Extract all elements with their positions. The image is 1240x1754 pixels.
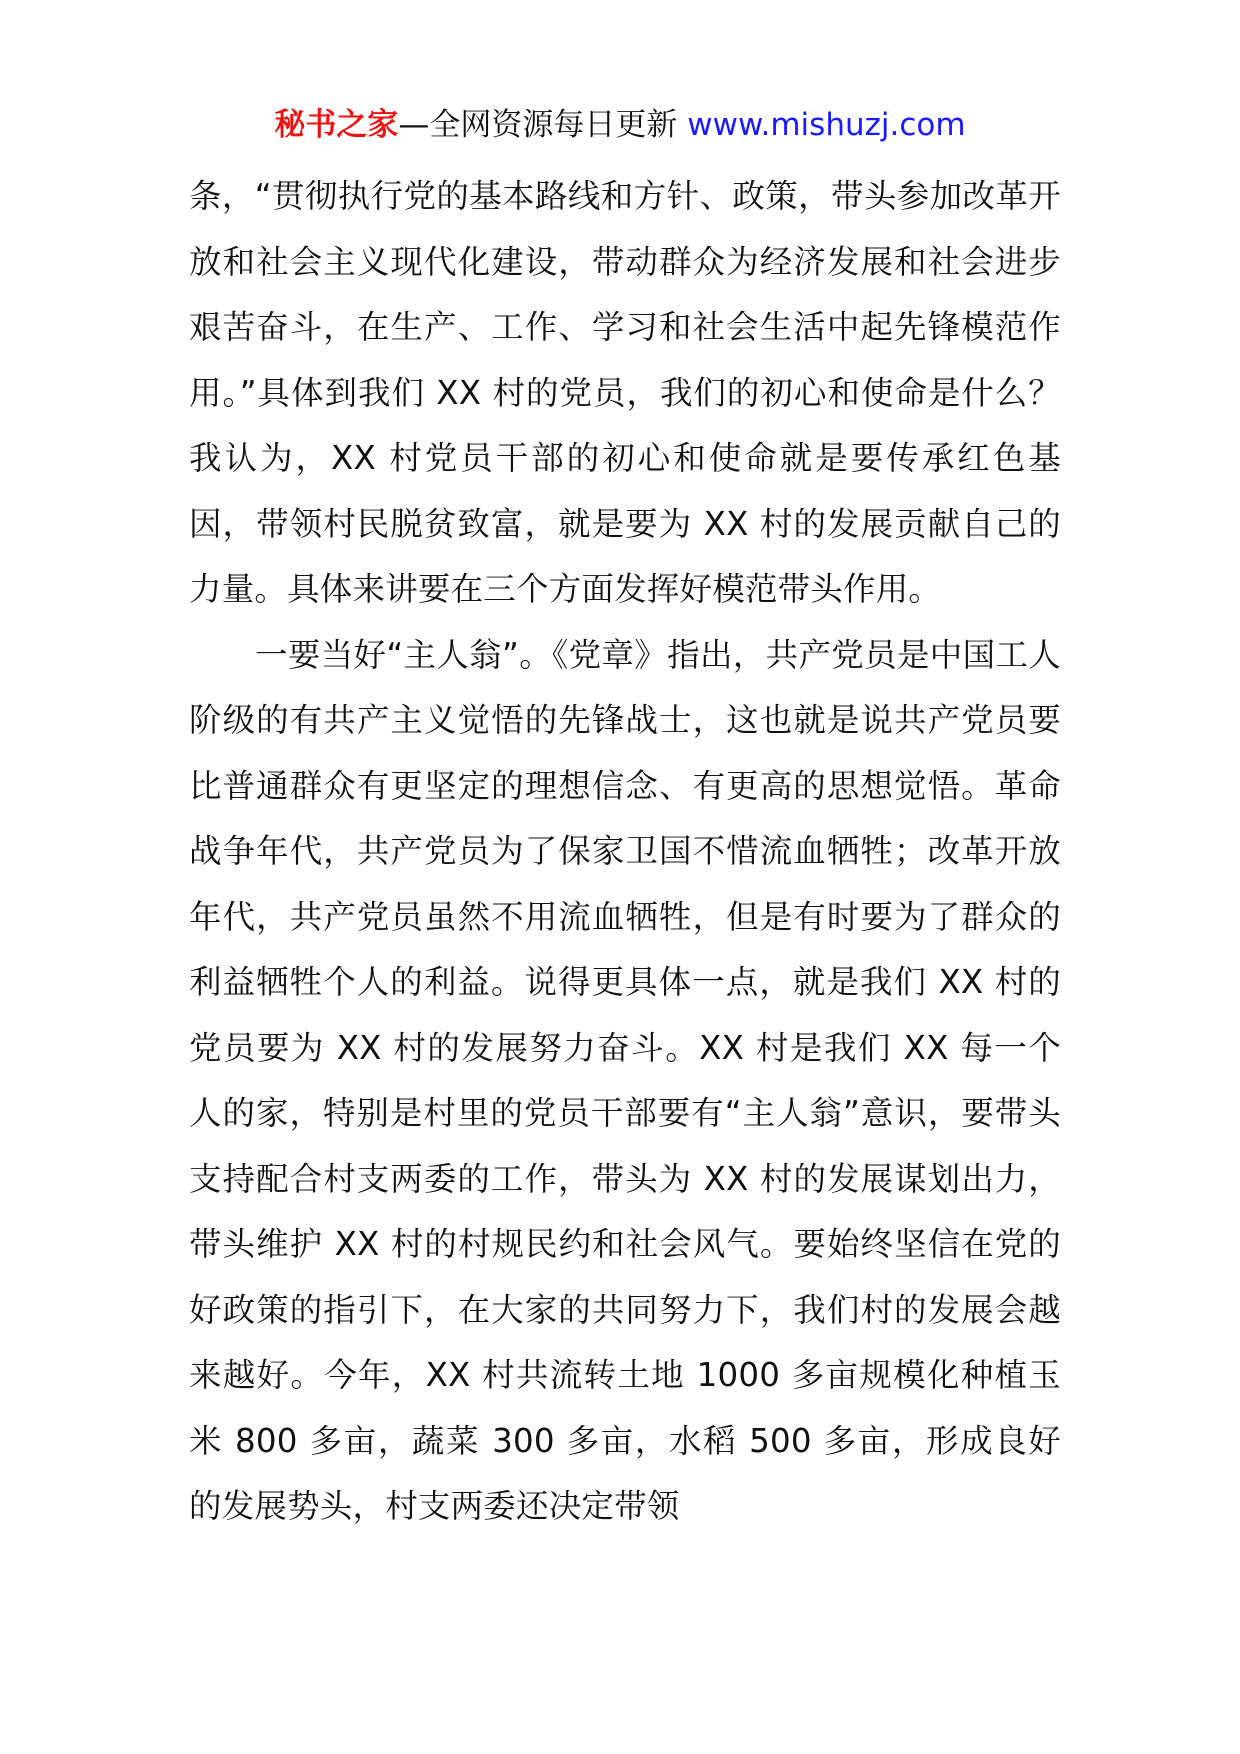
site-slogan: —全网资源每日更新: [398, 107, 688, 143]
site-header: [0, 100, 1240, 150]
document-body: [189, 164, 1061, 1540]
site-brand: 秘书之家: [274, 107, 399, 143]
site-url-link[interactable]: www.mishuzj.com: [687, 107, 966, 143]
paragraph-continuation: 条，“贯彻执行党的基本路线和方针、政策，带头参加改革开放和社会主义现代化建设，带动群众为经济发展和社会进步艰苦奋斗，在生产、工作、学习和社会生活中起先锋模范作用。”具体到我们 XX 村的党员，我们的初心和使命是什么？我认为，XX 村党员干部的初心和使命就是要传承红色基因，带领村民脱贫致富，就是要为 XX 村的发展贡献自己的力量。具体来讲要在三个方面发挥好模范带头作用。: [189, 177, 1061, 608]
paragraph-master-role: 一要当好“主人翁”。《党章》指出，共产党员是中国工人阶级的有共产主义觉悟的先锋战士，这也就是说共产党员要比普通群众有更坚定的理想信念、有更高的思想觉悟。革命战争年代，共产党员为了保家卫国不惜流血牺牲；改革开放年代，共产党员虽然不用流血牺牲，但是有时要为了群众的利益牺牲个人的利益。说得更具体一点，就是我们 XX 村的党员要为 XX 村的发展努力奋斗。XX 村是我们 XX 每一个人的家，特别是村里的党员干部要有“主人翁”意识，要带头支持配合村支两委的工作，带头为 XX 村的发展谋划出力，带头维护 XX 村的村规民约和社会风气。要始终坚信在党的好政策的指引下，在大家的共同努力下，我们村的发展会越来越好。今年，XX 村共流转土地 1000 多亩规模化种植玉米 800 多亩，蔬菜 300 多亩，水稻 500 多亩，形成良好的发展势头，村支两委还决定带领: [189, 635, 1061, 1525]
